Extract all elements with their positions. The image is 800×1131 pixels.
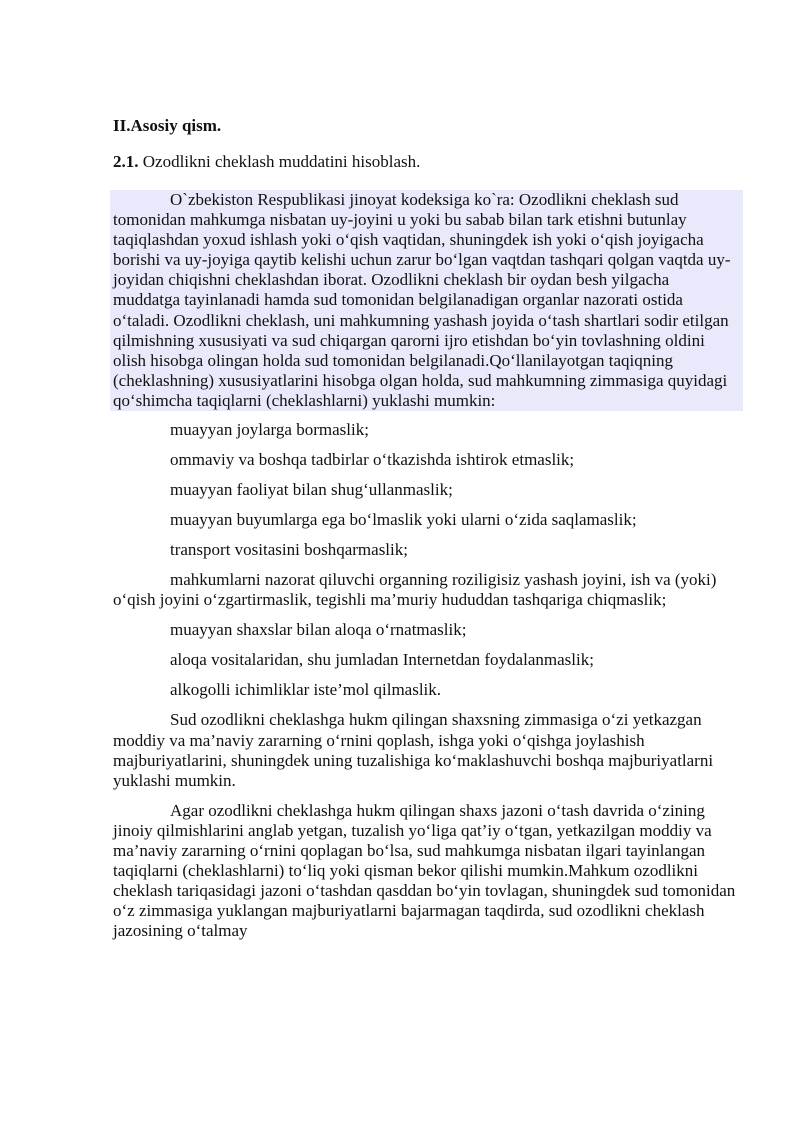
duties-paragraph: Sud ozodlikni cheklashga hukm qilingan shaxsning zimmasiga o‘zi yetkazgan moddiy va ma’naviy zararning o‘rnini qoplash, ishga yoki o‘qishga joylashish majburiyatlarini, shuningdek uning tuzalishiga ko‘maklashuvchi boshqa majburiyatlarni yuklashi mumkin. xyxy=(113,710,714,790)
subsection-title: Ozodlikni cheklash muddatini hisoblash. xyxy=(142,152,421,171)
list-item: mahkumlarni nazorat qiluvchi organning roziligisiz yashash joyini, ish va (yoki) o‘qish joyini o‘zgartirmaslik, tegishli ma’muriy hududdan tashqariga chiqmaslik; xyxy=(113,570,717,610)
list-item: alkogolli ichimliklar iste’mol qilmaslik. xyxy=(170,680,442,700)
section-heading: II.Asosiy qism. xyxy=(113,116,222,135)
subsection-number: 2.1. xyxy=(113,152,139,171)
intro-paragraph[interactable]: O`zbekiston Respublikasi jinoyat kodeksiga ko`ra: Ozodlikni cheklash sud tomonidan mahkumga nisbatan uy-joyini u yoki bu sabab bilan tark etishni butunlay taqiqlashdan yoxud ishlash yoki o‘qish vaqtidan, shuningdek ish yoki o‘qish joyigacha borishi va uy-joyiga qaytib kelishi uchun zarur bo‘lgan vaqtdan tashqari qolgan vaqtda uy-joyidan chiqishni cheklashdan iborat. Ozodlikni cheklash bir oydan besh yilgacha muddatga tayinlanadi hamda sud tomonidan belgilanadigan organlar nazorati ostida o‘taladi. Ozodlikni cheklash, uni mahkumning yashash joyida o‘tash shartlari sodir etilgan qilmishning xususiyati va sud chiqargan qarorni ijro etishdan bo‘yin tovlashning oldini olish hisobga olingan holda sud tomonidan belgilanadi.Qo‘llanilayotgan taqiqning (cheklashning) xususiyatlarini hisobga olgan holda, sud mahkumning zimmasiga quyidagi qo‘shimcha taqiqlarni (cheklashlarni) yuklashi mumkin: xyxy=(110,190,743,411)
subsection-heading xyxy=(113,152,420,172)
body-text xyxy=(113,190,740,942)
list-item: transport vositasini boshqarmaslik; xyxy=(170,539,408,559)
list-item: muayyan shaxslar bilan aloqa o‘rnatmaslik; xyxy=(170,620,467,640)
list-item: muayyan buyumlarga ega bo‘lmaslik yoki ularni o‘zida saqlamaslik; xyxy=(170,509,637,529)
closing-paragraph: Agar ozodlikni cheklashga hukm qilingan shaxs jazoni o‘tash davrida o‘zining jinoiy qilmishlarini anglab yetgan, tuzalish yo‘liga qat’iy o‘tgan, yetkazilgan moddiy va ma’naviy zararning o‘rnini qoplagan bo‘lsa, sud mahkumga nisbatan ilgari tayinlangan taqiqlarni (cheklashlarni) to‘liq yoki qisman bekor qilishi mumkin.Mahkum ozodlikni cheklash tariqasidagi jazoni o‘tashdan qasddan bo‘yin tovlagan, shuningdek sud tomonidan o‘z zimmasiga yuklangan majburiyatlarni bajarmagan taqdirda, sud ozodlikni cheklash jazosining o‘talmay xyxy=(113,800,736,941)
list-item: muayyan joylarga bormaslik; xyxy=(170,419,369,439)
list-item: aloqa vositalaridan, shu jumladan Internetdan foydalanmaslik; xyxy=(170,650,594,670)
list-item: muayyan faoliyat bilan shug‘ullanmaslik; xyxy=(170,479,453,499)
list-item: ommaviy va boshqa tadbirlar o‘tkazishda ishtirok etmaslik; xyxy=(170,449,575,469)
